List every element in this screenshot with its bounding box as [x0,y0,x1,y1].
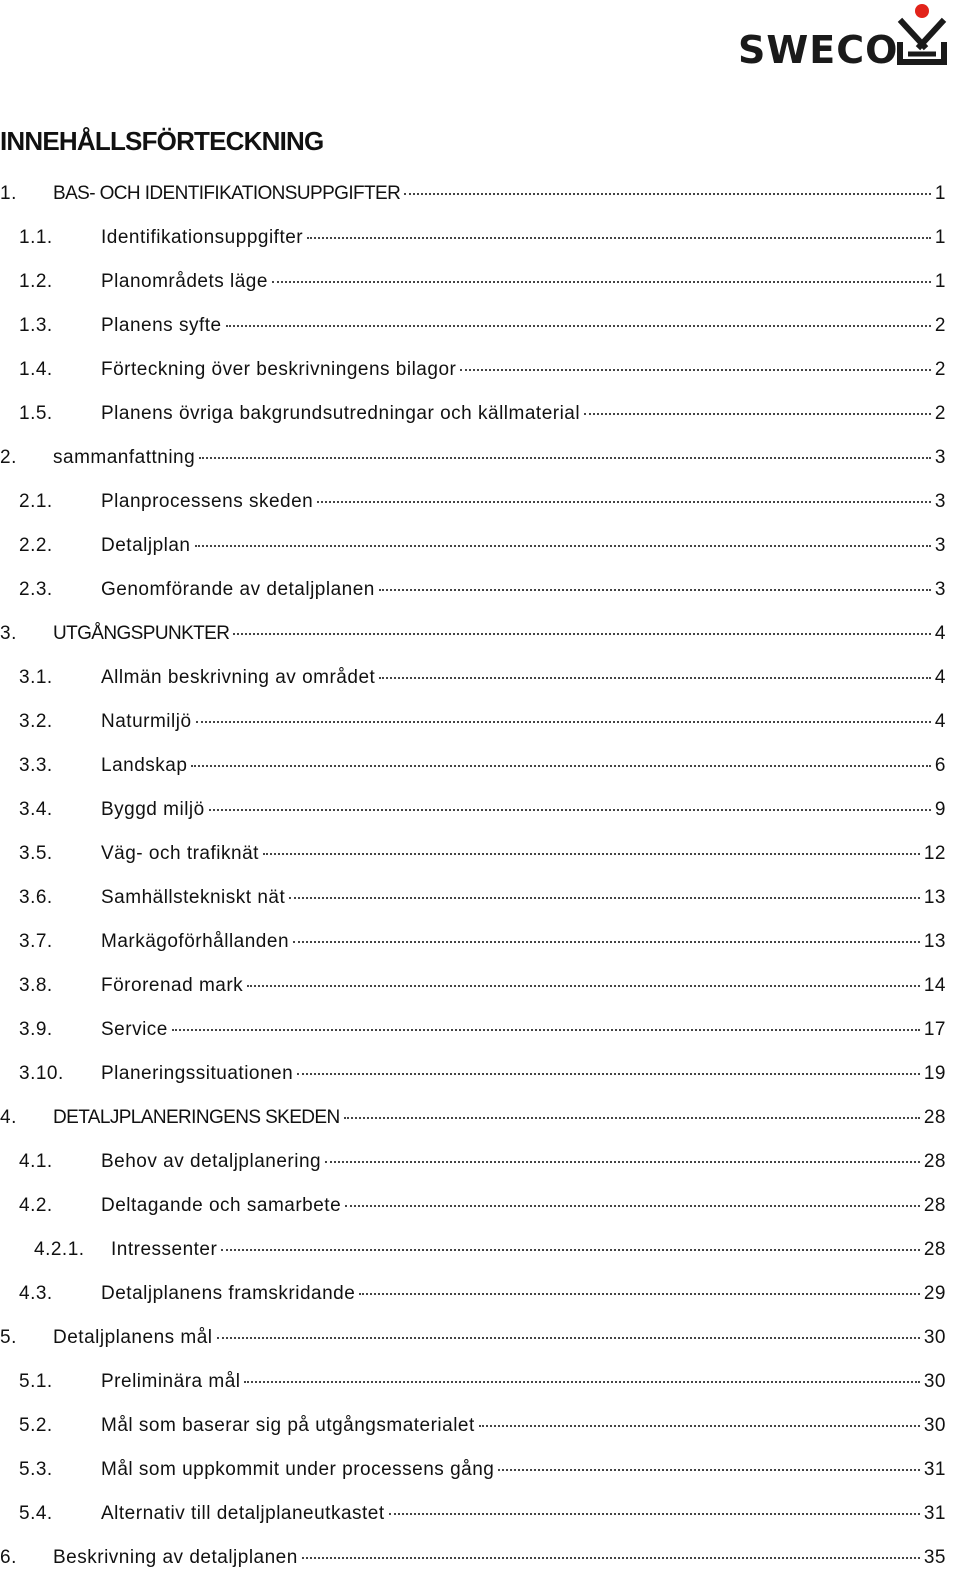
toc-entry-title: Deltagande och samarbete [101,1195,342,1216]
toc-entry-page: 1 [934,183,946,204]
toc-entry-number: 5.4. [19,1503,53,1524]
toc-entry-page: 1 [934,271,946,292]
toc-leader-dots [233,632,931,635]
toc-entry[interactable] [0,1140,946,1184]
toc-entry[interactable] [0,744,946,788]
toc-entry-title: Förteckning över beskrivningens bilagor [101,359,457,380]
toc-entry-number: 3.7. [19,931,53,952]
toc-leader-dots [199,456,931,459]
toc-entry-page: 17 [923,1019,946,1040]
toc-leader-dots [317,500,931,503]
toc-leader-dots [359,1292,920,1295]
toc-leader-dots [272,280,931,283]
toc-entry-title: DETALJPLANERINGENS SKEDEN [53,1107,340,1128]
toc-entry-title: Planeringssituationen [101,1063,294,1084]
toc-entry-page: 14 [923,975,946,996]
toc-leader-dots [221,1248,920,1251]
toc-entry-title: Alternativ till detaljplaneutkastet [101,1503,385,1524]
toc-entry-number: 2.3. [19,579,53,600]
toc-entry-page: 13 [923,887,946,908]
toc-entry[interactable] [0,436,946,480]
toc-entry-page: 31 [923,1459,946,1480]
toc-entry-number: 1.5. [19,403,53,424]
toc-entry[interactable] [0,348,946,392]
toc-entry-page: 28 [923,1151,946,1172]
toc-entry[interactable] [0,1228,946,1272]
toc-entry[interactable] [0,612,946,656]
toc-entry-page: 2 [934,359,946,380]
toc-entry[interactable] [0,260,946,304]
toc-entry[interactable] [0,920,946,964]
toc-entry-page: 12 [923,843,946,864]
toc-entry-number: 1.4. [19,359,53,380]
toc-leader-dots [226,324,931,327]
toc-entry-page: 3 [934,491,946,512]
toc-entry[interactable] [0,876,946,920]
logo-wordmark: SWECO [738,28,899,72]
toc-entry-number: 3.4. [19,799,53,820]
toc-entry-number: 5.1. [19,1371,53,1392]
toc-entry-title: Planens syfte [101,315,222,336]
toc-entry[interactable] [0,1492,946,1536]
toc-entry-title: Genomförande av detaljplanen [101,579,375,600]
toc-entry-title: Identifikationsuppgifter [101,227,304,248]
toc-leader-dots [345,1204,920,1207]
toc-entry-page: 35 [923,1547,946,1568]
toc-entry-title: Detaljplan [101,535,191,556]
toc-entry-page: 4 [934,667,946,688]
toc-leader-dots [217,1336,920,1339]
toc-entry[interactable] [0,1448,946,1492]
toc-entry-title: Service [101,1019,168,1040]
toc-leader-dots [289,896,920,899]
toc-entry-number: 3.1. [19,667,53,688]
toc-entry-page: 3 [934,579,946,600]
toc-entry-number: 1. [0,183,17,204]
toc-leader-dots [209,808,931,811]
toc-entry[interactable] [0,568,946,612]
toc-entry-number: 4.1. [19,1151,53,1172]
toc-entry-page: 4 [934,711,946,732]
toc-entry-number: 4.3. [19,1283,53,1304]
toc-entry-title: Allmän beskrivning av området [101,667,376,688]
toc-leader-dots [307,236,931,239]
toc-entry-number: 4. [0,1107,17,1128]
toc-entry-page: 31 [923,1503,946,1524]
toc-leader-dots [479,1424,920,1427]
toc-entry-number: 6. [0,1547,17,1568]
toc-entry-title: BAS- OCH IDENTIFIKATIONSUPPGIFTER [53,183,401,204]
toc-entry-number: 3.3. [19,755,53,776]
toc-title: INNEHÅLLSFÖRTECKNING [0,126,324,156]
toc-entry-number: 3.8. [19,975,53,996]
toc-entry-page: 30 [923,1371,946,1392]
toc-entry[interactable] [0,1360,946,1404]
toc-entry[interactable] [0,1272,946,1316]
toc-entry-number: 5.2. [19,1415,53,1436]
toc-entry-number: 1.3. [19,315,53,336]
toc-leader-dots [263,852,920,855]
toc-entry[interactable] [0,1536,946,1580]
toc-entry-page: 3 [934,447,946,468]
toc-entry[interactable] [0,656,946,700]
toc-entry[interactable] [0,216,946,260]
toc-entry-number: 3.2. [19,711,53,732]
toc-entry-number: 5.3. [19,1459,53,1480]
toc-entry-page: 28 [923,1107,946,1128]
toc-entry-title: Samhällstekniskt nät [101,887,286,908]
toc-entry[interactable] [0,480,946,524]
toc-entry-title: Mål som baserar sig på utgångsmaterialet [101,1415,475,1436]
toc-entry[interactable] [0,172,946,216]
toc-entry-number: 3. [0,623,17,644]
sweco-logo [736,2,952,70]
toc-entry-title: Intressenter [111,1239,218,1260]
toc-entry-number: 2. [0,447,17,468]
toc-entry-page: 29 [923,1283,946,1304]
toc-entry-title: Detaljplanens mål [53,1327,213,1348]
toc-entry-number: 1.1. [19,227,53,248]
toc-leader-dots [297,1072,920,1075]
toc-entry-title: Landskap [101,755,188,776]
toc-leader-dots [191,764,931,767]
toc-leader-dots [379,588,931,591]
toc-entry[interactable] [0,1096,946,1140]
toc-entry[interactable] [0,1404,946,1448]
toc-entry[interactable] [0,964,946,1008]
toc-entry-page: 2 [934,315,946,336]
sweco-figure-icon [894,2,950,68]
toc-leader-dots [498,1468,920,1471]
toc-entry-title: Väg- och trafiknät [101,843,259,864]
toc-entry-page: 30 [923,1327,946,1348]
toc-entry-page: 19 [923,1063,946,1084]
toc-entry-title: UTGÅNGSPUNKTER [53,623,230,644]
toc-leader-dots [584,412,931,415]
toc-entry-number: 1.2. [19,271,53,292]
toc-entry[interactable] [0,1052,946,1096]
toc-entry-title: Naturmiljö [101,711,192,732]
toc-entry-number: 3.9. [19,1019,53,1040]
toc-entry-page: 1 [934,227,946,248]
toc-entry-page: 28 [923,1239,946,1260]
toc-leader-dots [325,1160,920,1163]
toc-entry-number: 3.5. [19,843,53,864]
toc-entry[interactable] [0,1316,946,1360]
toc-entry-title: Preliminära mål [101,1371,241,1392]
toc-entry[interactable] [0,700,946,744]
toc-entry-number: 2.2. [19,535,53,556]
toc-entry-number: 5. [0,1327,17,1348]
toc-entry-number: 2.1. [19,491,53,512]
toc-entry[interactable] [0,524,946,568]
toc-entry-title: sammanfattning [53,447,196,468]
toc-entry-title: Behov av detaljplanering [101,1151,322,1172]
toc-leader-dots [379,676,931,679]
toc-leader-dots [247,984,920,987]
toc-leader-dots [196,720,931,723]
toc-leader-dots [460,368,931,371]
toc-leader-dots [293,940,920,943]
toc-entry-page: 9 [934,799,946,820]
toc-leader-dots [244,1380,919,1383]
toc-entry-page: 30 [923,1415,946,1436]
toc-entry-number: 4.2. [19,1195,53,1216]
toc-entry[interactable] [0,832,946,876]
table-of-contents [0,172,946,1580]
toc-entry-page: 13 [923,931,946,952]
toc-entry-number: 4.2.1. [34,1239,85,1260]
toc-leader-dots [172,1028,920,1031]
toc-entry[interactable] [0,1008,946,1052]
toc-leader-dots [344,1116,920,1119]
toc-entry-title: Mål som uppkommit under processens gång [101,1459,495,1480]
toc-entry-title: Planens övriga bakgrundsutredningar och källmaterial [101,403,581,424]
toc-entry-page: 2 [934,403,946,424]
toc-entry-page: 6 [934,755,946,776]
toc-leader-dots [404,192,931,195]
toc-entry-title: Detaljplanens framskridande [101,1283,356,1304]
toc-entry-title: Planområdets läge [101,271,268,292]
toc-entry-title: Beskrivning av detaljplanen [53,1547,298,1568]
toc-leader-dots [195,544,931,547]
toc-entry-number: 3.10. [19,1063,64,1084]
toc-entry-title: Planprocessens skeden [101,491,314,512]
toc-entry-number: 3.6. [19,887,53,908]
toc-entry-title: Markägoförhållanden [101,931,290,952]
toc-leader-dots [389,1512,920,1515]
toc-leader-dots [302,1556,920,1559]
toc-entry-title: Förorenad mark [101,975,244,996]
toc-entry-page: 4 [934,623,946,644]
toc-entry-page: 28 [923,1195,946,1216]
toc-entry[interactable] [0,788,946,832]
toc-entry-page: 3 [934,535,946,556]
toc-entry[interactable] [0,392,946,436]
toc-entry[interactable] [0,304,946,348]
toc-entry-title: Byggd miljö [101,799,205,820]
toc-entry[interactable] [0,1184,946,1228]
